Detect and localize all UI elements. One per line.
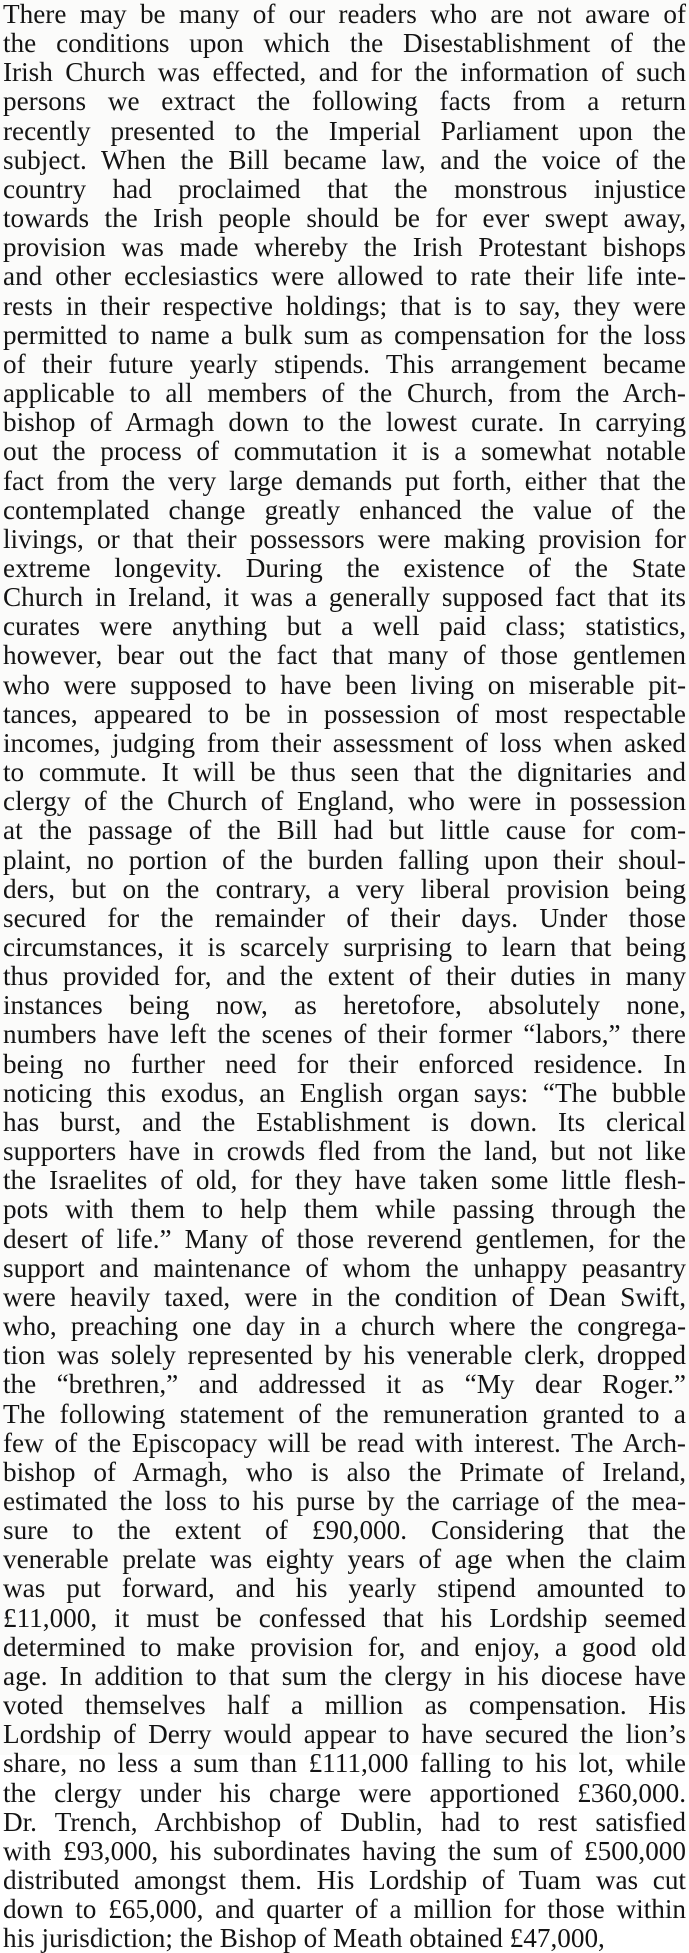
article-line: was put forward, and his yearly stipend amounted to xyxy=(3,1574,686,1604)
article-line: noticing this exodus, an English organ says: “The bubble xyxy=(3,1078,686,1108)
article-line: Church in Ireland, it was a generally supposed fact that its xyxy=(3,583,686,613)
article-line: provision was made whereby the Irish Protestant bishops xyxy=(3,233,686,263)
article-line: out the process of commutation it is a somewhat notable xyxy=(3,437,686,467)
article-line: age. In addition to that sum the clergy in his diocese have xyxy=(3,1661,686,1691)
article-line: supporters have in crowds fled from the land, but not like xyxy=(3,1137,686,1167)
article-line: country had proclaimed that the monstrous injustice xyxy=(3,174,686,204)
article-line: fact from the very large demands put forth, either that the xyxy=(3,466,686,496)
article-line: bishop of Armagh, who is also the Primate of Ireland, xyxy=(3,1457,686,1487)
article-line: curates were anything but a well paid class; statistics, xyxy=(3,612,686,642)
article-line: who, preaching one day in a church where the congrega- xyxy=(3,1312,686,1342)
article-line: incomes, judging from their assessment of loss when asked xyxy=(3,728,686,758)
article-line: pots with them to help them while passing through the xyxy=(3,1195,686,1225)
article-line: circumstances, it is scarcely surprising to learn that being xyxy=(3,933,686,962)
article-line: to commute. It will be thus seen that the dignitaries and xyxy=(3,758,686,788)
article-line: bishop of Armagh down to the lowest curate. In carrying xyxy=(3,408,686,438)
article-line: has burst, and the Establishment is down. Its clerical xyxy=(3,1107,686,1137)
article-line: estimated the loss to his purse by the carriage of the mea- xyxy=(3,1486,686,1516)
article-line: at the passage of the Bill had but little cause for com- xyxy=(3,816,686,846)
article-line: secured for the remainder of their days. Under those xyxy=(3,903,686,933)
article-line: ders, but on the contrary, a very liberal provision being xyxy=(3,874,686,904)
article-line: the conditions upon which the Disestablishment of the xyxy=(3,29,686,59)
article-line: the clergy under his charge were apportioned £360,000. xyxy=(3,1778,686,1808)
article-line: Dr. Trench, Archbishop of Dublin, had to rest satisfied xyxy=(3,1807,686,1837)
article-line: who were supposed to have been living on miserable pit- xyxy=(3,670,686,700)
article-line: thus provided for, and the extent of their duties in many xyxy=(3,962,686,992)
article-line: however, bear out the fact that many of those gentlemen xyxy=(3,641,686,671)
article-line: and other ecclesiastics were allowed to rate their life inte- xyxy=(3,262,686,292)
article-line: his jurisdiction; the Bishop of Meath obtained £47,000, xyxy=(3,1924,605,1953)
article-line: down to £65,000, and quarter of a million for those within xyxy=(3,1895,686,1925)
article-line: rests in their respective holdings; that is to say, they were xyxy=(3,291,686,321)
article-line: permitted to name a bulk sum as compensation for the loss xyxy=(3,320,686,350)
article-line: extreme longevity. During the existence of the State xyxy=(3,553,686,583)
article-line: venerable prelate was eighty years of age when the claim xyxy=(3,1545,686,1575)
article-line: voted themselves half a million as compensation. His xyxy=(3,1691,686,1721)
article-line: of their future yearly stipends. This arrangement became xyxy=(3,349,686,379)
article-line: the Israelites of old, for they have taken some little flesh- xyxy=(3,1166,686,1196)
article-line: Lordship of Derry would appear to have secured the lion’s xyxy=(3,1720,686,1750)
article-line: £11,000, it must be confessed that his Lordship seemed xyxy=(3,1603,686,1633)
article-line: applicable to all members of the Church, from the Arch- xyxy=(3,379,686,409)
article-line: being no further need for their enforced residence. In xyxy=(3,1049,686,1079)
article-line: desert of life.” Many of those reverend gentlemen, for the xyxy=(3,1224,686,1254)
article-line: tances, appeared to be in possession of most respectable xyxy=(3,699,686,729)
article-line: The following statement of the remuneration granted to a xyxy=(3,1399,686,1429)
article-line: contemplated change greatly enhanced the value of the xyxy=(3,495,686,525)
article-line: livings, or that their possessors were making provision for xyxy=(3,524,686,554)
article-line: sure to the extent of £90,000. Considering that the xyxy=(3,1516,686,1546)
article-line: There may be many of our readers who are not aware of xyxy=(3,0,686,29)
article-line: numbers have left the scenes of their former “labors,” there xyxy=(3,1020,686,1050)
article-line: instances being now, as heretofore, absolutely none, xyxy=(3,991,686,1021)
article-line: subject. When the Bill became law, and the voice of the xyxy=(3,145,686,175)
article-line: determined to make provision for, and enjoy, a good old xyxy=(3,1632,686,1662)
article-line: tion was solely represented by his venerable clerk, dropped xyxy=(3,1341,686,1371)
article-line: with £93,000, his subordinates having the sum of £500,000 xyxy=(3,1836,686,1866)
article-line: support and maintenance of whom the unhappy peasantry xyxy=(3,1253,686,1283)
article-line: plaint, no portion of the burden falling upon their shoul- xyxy=(3,845,686,875)
article-line: Irish Church was effected, and for the information of such xyxy=(3,58,686,88)
article-line: clergy of the Church of England, who were in possession xyxy=(3,787,686,817)
article-line: persons we extract the following facts from a return xyxy=(3,87,686,117)
article-line: distributed amongst them. His Lordship of Tuam was cut xyxy=(3,1866,686,1895)
article-line: towards the Irish people should be for ever swept away, xyxy=(3,204,686,234)
article-line: recently presented to the Imperial Parliament upon the xyxy=(3,116,686,146)
article-line: were heavily taxed, were in the condition of Dean Swift, xyxy=(3,1282,686,1312)
article-line: the “brethren,” and addressed it as “My dear Roger.” xyxy=(3,1370,686,1400)
article-line: share, no less a sum than £111,000 falling to his lot, while xyxy=(3,1749,686,1779)
article-line: few of the Episcopacy will be read with interest. The Arch- xyxy=(3,1428,686,1458)
